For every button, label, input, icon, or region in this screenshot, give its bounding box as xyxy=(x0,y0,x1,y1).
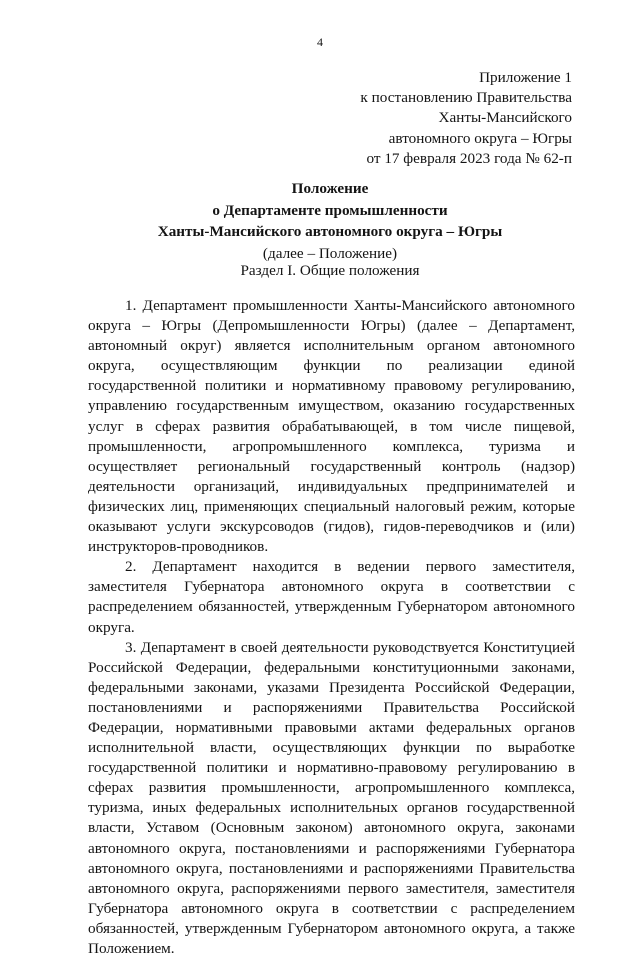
title-line: о Департаменте промышленности xyxy=(212,201,448,219)
paragraph: 2. Департамент находится в ведении первого заместителя, заместителя Губернатора автономного округа в соответствии с распределением обязанностей, утвержденным Губернатором автономного округа. xyxy=(88,558,575,636)
title-line: Положение xyxy=(291,180,369,197)
document-body xyxy=(88,296,575,959)
document-title xyxy=(0,178,640,264)
paragraph: 1. Департамент промышленности Ханты-Мансийского автономного округа – Югры (Депромышленности Югры) (далее – Департамент, автономный округ) является исполнительным органом автономного округа, осуществляющим функции по реализации единой государственной политики и нормативному правовому регулированию, управлению государственным имуществом, оказанию государственных услуг в сферах развития обрабатывающей, в том числе пищевой, промышленности, агропромышленного комплекса, туризма и осуществляет региональный государственный контроль (надзор) деятельности организаций, индивидуальных предпринимателей и физических лиц, применяющих специальный налоговый режим, которые оказывают услуги экскурсоводов (гидов), гидов-переводчиков и (или) инструкторов-проводников. xyxy=(88,297,575,556)
appendix-line: Ханты-Мансийского xyxy=(438,109,572,127)
appendix-block xyxy=(360,68,572,169)
title-line: Ханты-Мансийского автономного округа – Югры xyxy=(157,223,503,240)
appendix-line: к постановлению Правительства xyxy=(360,89,572,107)
page-number: 4 xyxy=(317,35,323,49)
appendix-line: Приложение 1 xyxy=(479,69,572,86)
paragraph: 3. Департамент в своей деятельности руководствуется Конституцией Российской Федерации, федеральными конституционными законами, федеральными законами, указами Президента Российской Федерации, постановлениями и распоряжениями Правительства Российской Федерации, нормативными правовыми актами федеральных органов исполнительной власти, осуществляющих функции по выработке государственной политики и нормативно-правовому регулированию в сферах развития промышленности, агропромышленного комплекса, туризма, иных федеральных исполнительных органов государственной власти, Уставом (Основным законом) автономного округа, законами автономного округа, постановлениями и распоряжениями Губернатора автономного округа, постановлениями и распоряжениями Правительства автономного округа, распоряжениями первого заместителя, заместителя Губернатора автономного округа в соответствии с распределением обязанностей, утвержденным Губернатором автономного округа, а также Положением. xyxy=(88,638,575,957)
section-heading: Раздел I. Общие положения xyxy=(240,262,420,279)
title-subline: (далее – Положение) xyxy=(262,244,398,262)
appendix-line: автономного округа – Югры xyxy=(388,129,572,147)
appendix-line: от 17 февраля 2023 года № 62-п xyxy=(366,149,572,167)
